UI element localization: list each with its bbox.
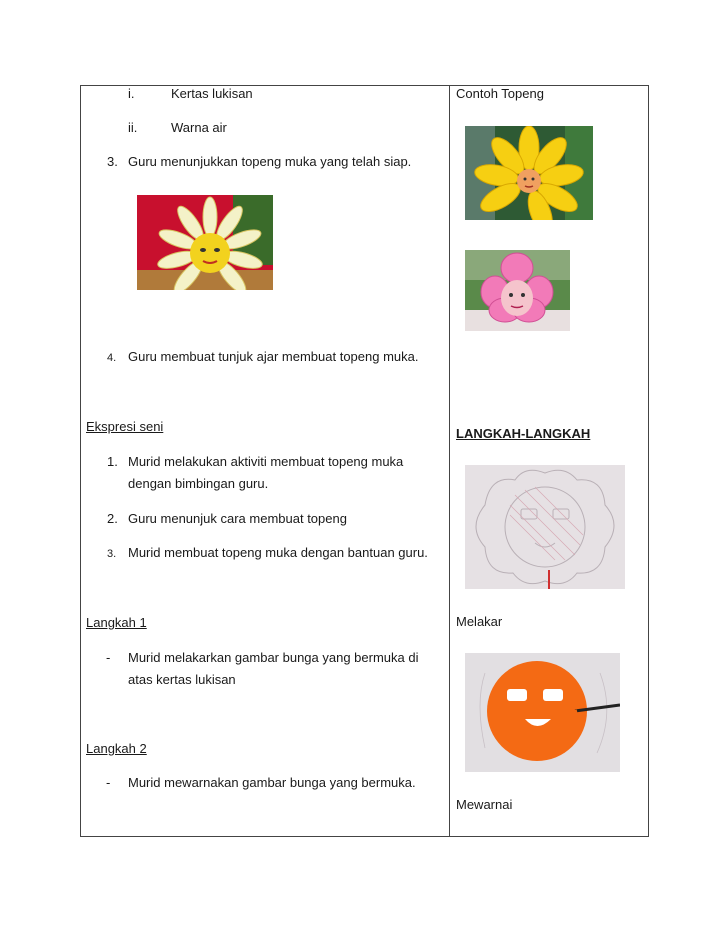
langkah1-text-a: Murid melakarkan gambar bunga yang bermuka di — [128, 650, 419, 665]
ekspresi-text-3: Murid membuat topeng muka dengan bantuan guru. — [128, 545, 428, 560]
langkah2-text: Murid mewarnakan gambar bunga yang bermuka. — [128, 775, 416, 790]
ekspresi-num-1: 1. — [107, 454, 118, 469]
material-text-1: Kertas lukisan — [171, 86, 253, 101]
sketch-image — [465, 465, 625, 589]
item3-num: 3. — [107, 154, 118, 169]
langkah2-bullet: - — [106, 775, 111, 790]
orange-mask-image — [465, 653, 620, 772]
item3-text: Guru menunjukkan topeng muka yang telah siap. — [128, 154, 412, 169]
ekspresi-heading: Ekspresi seni — [86, 419, 164, 434]
ekspresi-num-2: 2. — [107, 511, 118, 526]
column-divider — [449, 85, 450, 837]
item4-text: Guru membuat tunjuk ajar membuat topeng muka. — [128, 349, 419, 364]
langkah1-bullet: - — [106, 650, 111, 665]
ekspresi-text-2: Guru menunjuk cara membuat topeng — [128, 511, 347, 526]
ekspresi-text-1b: dengan bimbingan guru. — [128, 476, 269, 491]
material-num-1: i. — [128, 86, 135, 101]
melakar-label: Melakar — [456, 614, 503, 629]
material-num-2: ii. — [128, 120, 138, 135]
langkah1-text-b: atas kertas lukisan — [128, 672, 236, 687]
item4-num: 4. — [107, 352, 117, 364]
pink-flower-mask-image — [465, 250, 570, 331]
contoh-topeng-title: Contoh Topeng — [456, 86, 544, 101]
mewarnai-label: Mewarnai — [456, 797, 513, 812]
langkah-langkah-heading: LANGKAH-LANGKAH — [456, 426, 591, 441]
sunflower-mask-image — [137, 195, 273, 290]
ekspresi-text-1a: Murid melakukan aktiviti membuat topeng muka — [128, 454, 404, 469]
langkah1-heading: Langkah 1 — [86, 615, 147, 630]
yellow-flower-mask-image — [465, 126, 593, 220]
ekspresi-num-3: 3. — [107, 548, 117, 560]
material-text-2: Warna air — [171, 120, 227, 135]
langkah2-heading: Langkah 2 — [86, 741, 147, 756]
